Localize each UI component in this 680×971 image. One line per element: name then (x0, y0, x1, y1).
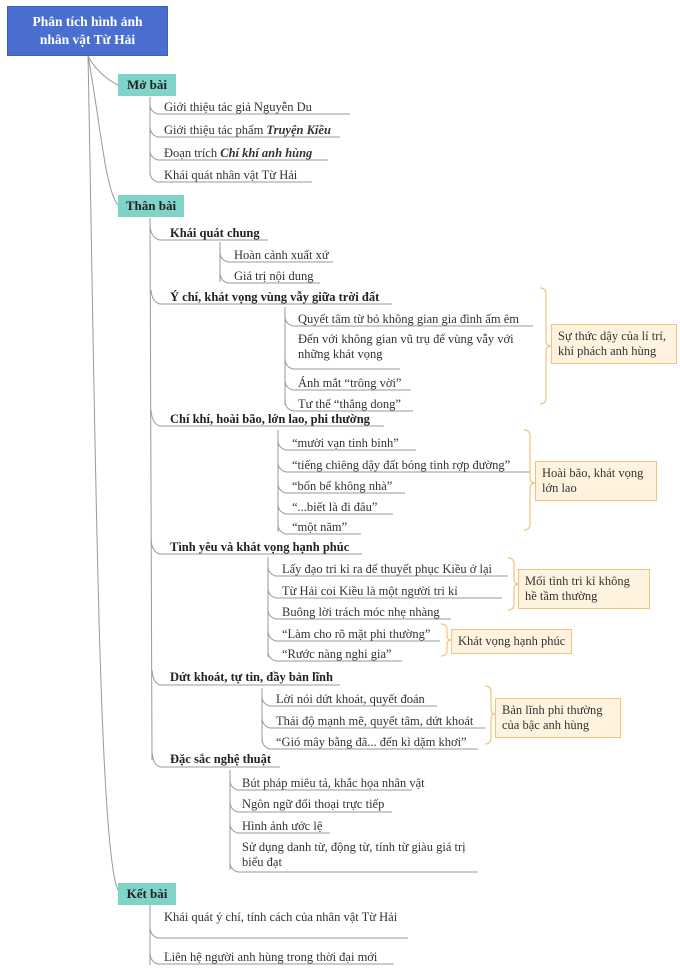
mo-bai-item-doan-trich (164, 146, 312, 161)
section-mo-bai: Mở bài (118, 74, 176, 96)
nghe-thuat-item: Ngôn ngữ đối thoại trực tiếp (242, 797, 385, 811)
chi-khi-item: “tiếng chiêng dậy đất bóng tinh rợp đường” (292, 458, 511, 472)
chi-khi-item: “một năm” (292, 520, 348, 534)
chi-khi-item: “...biết là đi đâu” (292, 500, 378, 514)
ket-bai-item: Liên hệ người anh hùng trong thời đại mới (164, 950, 378, 964)
root-title-line1: Phân tích hình ảnh (32, 14, 143, 29)
mo-bai-item-tac-gia: Giới thiệu tác giả Nguyễn Du (164, 100, 312, 114)
tinh-yeu-item: Lấy đạo tri kỉ ra để thuyết phục Kiều ở lại (282, 562, 493, 576)
branch-chi-khi: Chí khí, hoài bão, lớn lao, phi thường (170, 412, 370, 426)
note-y-chi: Sự thức dậy của lí trí, khí phách anh hùng (551, 324, 677, 364)
branch-khai-quat-chung: Khái quát chung (170, 226, 260, 240)
nghe-thuat-item: Bút pháp miêu tả, khắc họa nhân vật (242, 776, 425, 790)
mo-bai-work-title: Truyện Kiều (266, 123, 331, 137)
tinh-yeu-item: Từ Hải coi Kiều là một người tri kỉ (282, 584, 458, 598)
dut-khoat-item: Thái độ mạnh mẽ, quyết tâm, dứt khoát (276, 714, 474, 728)
branch-y-chi: Ý chí, khát vọng vùng vẫy giữa trời đất (170, 290, 380, 304)
mo-bai-item-tac-pham (164, 123, 331, 138)
note-khat-vong: Khát vọng hạnh phúc (451, 629, 572, 654)
branch-nghe-thuat: Đặc sắc nghệ thuật (170, 752, 272, 766)
khai-quat-item: Giá trị nội dung (234, 269, 314, 283)
root-title-line2: nhân vật Từ Hải (39, 32, 136, 47)
tinh-yeu-item: “Làm cho rõ mặt phi thường” (282, 627, 431, 641)
tinh-yeu-item: Buông lời trách móc nhẹ nhàng (282, 605, 440, 619)
root-node (7, 6, 168, 56)
nghe-thuat-item: Hình ảnh ước lệ (242, 819, 323, 833)
note-ban-linh: Bản lĩnh phi thường của bậc anh hùng (495, 698, 621, 738)
note-tinh-tri-ki: Mối tình tri kỉ không hề tầm thường (518, 569, 650, 609)
mo-bai-item-khai-quat: Khái quát nhân vật Từ Hải (164, 168, 298, 182)
branch-tinh-yeu: Tình yêu và khát vọng hạnh phúc (170, 540, 350, 554)
dut-khoat-item: “Gió mây bằng đã... đến kì dặm khơi” (276, 735, 467, 749)
mo-bai-excerpt-title: Chí khí anh hùng (220, 146, 313, 160)
y-chi-item: Tư thế “thẳng dong” (298, 397, 401, 411)
tinh-yeu-item: “Rước nàng nghi gia” (282, 647, 392, 661)
section-than-bai: Thân bài (118, 195, 184, 217)
y-chi-item: Ánh mắt “trông vời” (298, 376, 402, 390)
mo-bai-item-tac-pham-prefix: Giới thiệu tác phẩm (164, 123, 267, 137)
ket-bai-item: Khái quát ý chí, tính cách của nhân vật Từ Hải (164, 910, 398, 924)
nghe-thuat-item: Sử dụng danh từ, động từ, tính từ giàu giá trị biểu đạt (242, 840, 466, 869)
section-ket-bai: Kết bài (118, 883, 176, 905)
chi-khi-item: “mười vạn tinh binh” (292, 436, 399, 450)
note-chi-khi: Hoài bão, khát vọng lớn lao (535, 461, 657, 501)
dut-khoat-item: Lời nói dứt khoát, quyết đoán (276, 692, 425, 706)
khai-quat-item: Hoàn cảnh xuất xứ (234, 248, 329, 262)
branch-dut-khoat: Dứt khoát, tự tin, đầy bản lĩnh (170, 670, 333, 684)
chi-khi-item: “bốn bể không nhà” (292, 479, 393, 493)
mo-bai-item-doan-trich-prefix: Đoạn trích (164, 146, 221, 160)
y-chi-item: Quyết tâm từ bỏ không gian gia đình ấm êm (298, 312, 519, 326)
y-chi-item: Đến với không gian vũ trụ để vùng vẫy với những khát vọng (298, 332, 514, 361)
